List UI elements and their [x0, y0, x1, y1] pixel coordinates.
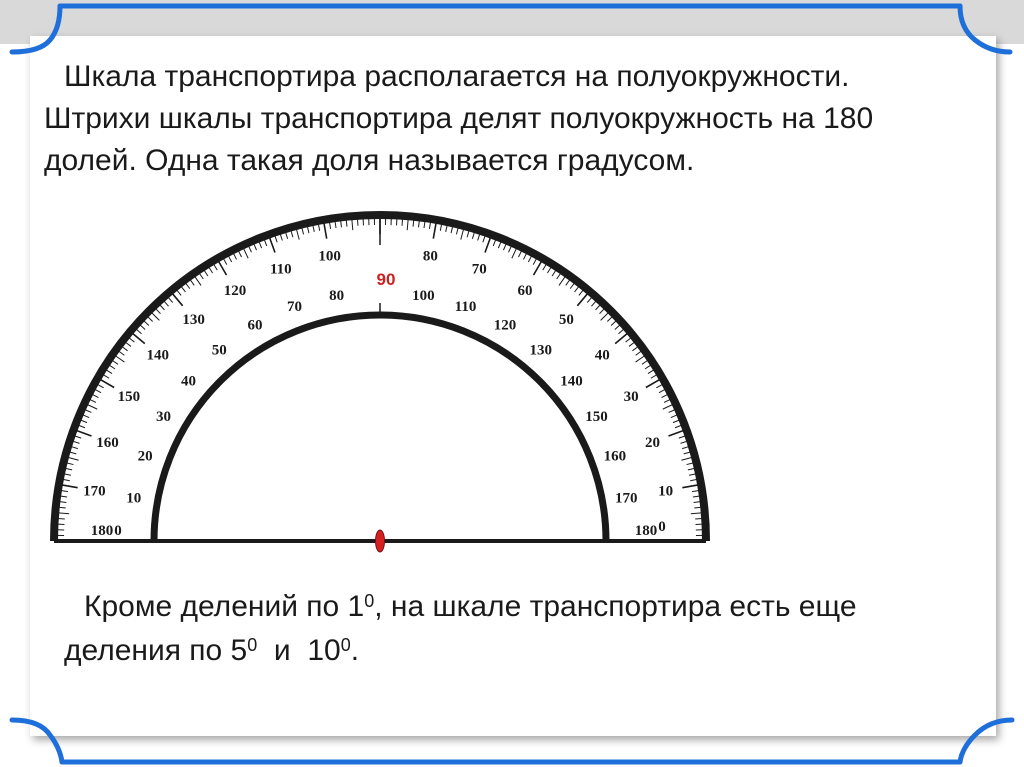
- protractor-tick: [264, 239, 267, 246]
- protractor-tick: [557, 273, 561, 279]
- protractor-tick: [663, 404, 673, 409]
- protractor-tick: [645, 365, 651, 369]
- protractor-tick: [76, 431, 91, 436]
- protractor-tick: [675, 425, 682, 428]
- inner-scale-label: 20: [137, 448, 153, 465]
- protractor-tick: [324, 223, 327, 239]
- protractor-tick: [601, 313, 609, 321]
- protractor-tick: [125, 342, 131, 346]
- divisions-line-1: [64, 585, 994, 629]
- protractor-tick: [543, 264, 547, 270]
- protractor-tick: [83, 415, 89, 418]
- protractor-tick: [177, 290, 181, 295]
- protractor-tick: [618, 329, 623, 334]
- protractor-tick: [575, 286, 579, 292]
- protractor-tick: [199, 273, 203, 279]
- intro-line-3: долей. Одна такая доля называется градусом.: [44, 144, 695, 177]
- protractor-tick: [407, 219, 408, 230]
- protractor-tick: [478, 234, 480, 241]
- outer-scale-label: 160: [96, 434, 119, 451]
- protractor-tick: [195, 276, 201, 285]
- protractor-tick: [243, 248, 248, 258]
- protractor-tick: [259, 242, 262, 248]
- inner-scale-label: 120: [493, 317, 517, 334]
- protractor-tick: [642, 360, 648, 364]
- protractor-tick: [570, 283, 574, 289]
- protractor-tick: [254, 244, 257, 250]
- protractor-tick: [693, 496, 700, 497]
- outer-scale-label: 100: [318, 248, 341, 265]
- protractor-tick: [214, 264, 218, 270]
- protractor-tick: [419, 220, 420, 227]
- protractor-tick: [115, 356, 124, 362]
- outer-scale-label: 140: [146, 347, 170, 364]
- protractor-tick: [682, 485, 698, 488]
- protractor-tick: [186, 283, 190, 289]
- protractor-tick: [144, 321, 149, 326]
- protractor-tick: [181, 286, 185, 292]
- divisions-line-2-a: деления по 5: [64, 634, 248, 667]
- outer-scale-label: 150: [117, 389, 141, 405]
- protractor-tick: [164, 301, 169, 306]
- protractor-tick: [424, 221, 425, 228]
- protractor-tick: [152, 313, 160, 321]
- protractor-tick: [68, 457, 79, 460]
- protractor-tick: [433, 223, 436, 239]
- protractor-tick: [318, 224, 319, 231]
- inner-scale-label: 50: [211, 342, 227, 359]
- protractor-tick: [688, 468, 695, 470]
- protractor-tick: [528, 256, 531, 262]
- protractor-tick: [626, 338, 631, 342]
- protractor-tick: [611, 321, 616, 326]
- protractor-tick: [446, 225, 447, 232]
- protractor-tick: [58, 513, 69, 514]
- protractor-tick: [204, 270, 208, 276]
- protractor-tick: [636, 356, 645, 362]
- divisions-line-2: [64, 629, 994, 673]
- inner-scale-label: 140: [560, 373, 583, 390]
- inner-scale-label: 60: [247, 317, 263, 334]
- protractor-tick: [681, 441, 688, 443]
- protractor-tick: [119, 351, 125, 355]
- outer-scale-label: 70: [471, 261, 487, 278]
- protractor-tick: [587, 297, 592, 302]
- divisions-line-1-text: Кроме делений по 1: [84, 590, 365, 623]
- protractor-tick: [472, 232, 474, 239]
- protractor-tick: [100, 380, 114, 388]
- protractor-tick: [75, 436, 82, 438]
- inner-scale-label: 100: [412, 287, 435, 304]
- protractor-tick: [648, 370, 654, 374]
- inner-scale-label: 170: [614, 490, 638, 507]
- protractor-tick: [160, 305, 165, 310]
- protractor-tick: [148, 317, 153, 322]
- protractor-tick: [632, 347, 638, 351]
- protractor-tick: [607, 317, 612, 322]
- protractor-tick: [223, 259, 226, 265]
- protractor-tick: [691, 513, 702, 514]
- protractor-tick: [65, 468, 72, 470]
- divisions-text: [64, 585, 994, 673]
- center-point-marker: [376, 530, 385, 552]
- protractor-tick: [280, 234, 282, 241]
- protractor-tick: [615, 325, 620, 330]
- protractor-tick: [681, 457, 692, 460]
- inner-scale-label: 80: [329, 287, 345, 304]
- protractor-tick: [671, 415, 677, 418]
- degree-sup-10: 0: [340, 635, 351, 655]
- protractor-tick: [136, 329, 141, 334]
- protractor-tick: [690, 479, 697, 480]
- protractor-tick: [286, 232, 288, 239]
- protractor-tick: [233, 253, 236, 259]
- protractor-tick: [461, 229, 464, 240]
- protractor-tick: [346, 220, 347, 227]
- outer-scale-label: 60: [517, 282, 533, 299]
- protractor-tick: [659, 389, 665, 392]
- protractor-tick: [341, 220, 342, 227]
- protractor-tick: [59, 507, 66, 508]
- protractor-tick: [98, 384, 104, 387]
- protractor-tick: [651, 375, 657, 379]
- protractor-tick: [669, 410, 675, 413]
- protractor-tick: [646, 380, 660, 388]
- protractor-tick: [679, 436, 686, 438]
- protractor-tick: [493, 239, 496, 246]
- protractor-tick: [219, 261, 227, 275]
- protractor-tick: [61, 490, 68, 491]
- protractor-ticks: [57, 218, 703, 541]
- inner-scale-label: 70: [287, 299, 302, 316]
- protractor-tick: [664, 399, 670, 402]
- outer-scale-label: 50: [558, 311, 574, 328]
- inner-scale-label: 0: [114, 523, 122, 539]
- protractor-tick: [429, 222, 430, 229]
- protractor-tick: [85, 410, 91, 413]
- protractor-tick: [270, 237, 275, 252]
- protractor-tick: [483, 236, 485, 243]
- intro-line-1: Шкала транспортира располагается на полуокружности.: [64, 60, 850, 93]
- inner-scale-label: 40: [181, 373, 196, 390]
- protractor-tick: [509, 246, 512, 252]
- protractor-tick: [275, 236, 277, 243]
- protractor-tick: [668, 431, 683, 436]
- inner-scale-label: 10: [126, 490, 142, 507]
- outer-scale-label: 80: [422, 248, 438, 265]
- protractor-tick: [352, 219, 353, 230]
- protractor-tick: [684, 452, 691, 454]
- protractor-tick: [694, 507, 701, 508]
- protractor-tick: [533, 259, 536, 265]
- protractor-tick: [694, 502, 701, 503]
- divisions-line-2-b: и 10: [257, 634, 341, 667]
- protractor-tick: [662, 394, 668, 397]
- protractor-tick: [673, 420, 679, 423]
- protractor-tick: [329, 222, 330, 229]
- outer-scale-label: 130: [182, 311, 205, 328]
- protractor-tick: [600, 309, 605, 314]
- protractor-tick: [559, 276, 565, 285]
- outer-scale-label: 30: [623, 389, 639, 405]
- protractor-tick: [307, 226, 309, 233]
- outer-scale-label: 180: [90, 523, 114, 539]
- protractor-tick: [238, 251, 241, 257]
- outer-scale-label: 120: [223, 282, 247, 299]
- inner-scale-label: 30: [156, 409, 171, 425]
- inner-scale-label: 180: [634, 523, 658, 539]
- outer-scale-label: 10: [658, 483, 674, 500]
- protractor-tick: [71, 447, 78, 449]
- protractor-tick: [63, 479, 70, 480]
- protractor-tick: [92, 394, 98, 397]
- degree-sup-1: 0: [364, 591, 375, 611]
- protractor-tick: [129, 338, 134, 342]
- protractor-tick: [190, 280, 194, 286]
- divisions-line-1-rest: , на шкале транспортира есть еще: [374, 590, 857, 623]
- protractor-tick: [629, 342, 635, 346]
- protractor-tick: [95, 389, 101, 392]
- protractor-tick: [467, 231, 469, 238]
- protractor-tick: [112, 360, 118, 364]
- protractor-tick: [440, 224, 441, 231]
- outer-scale-label: 110: [269, 261, 292, 278]
- protractor-tick: [109, 365, 115, 369]
- protractor-tick: [523, 253, 526, 259]
- protractor-tick: [291, 231, 293, 238]
- protractor-tick: [64, 474, 71, 475]
- protractor-outer-arc: [54, 215, 706, 541]
- protractor-tick: [87, 404, 97, 409]
- protractor-tick: [156, 309, 161, 314]
- protractor-tick: [249, 246, 252, 252]
- protractor-tick: [106, 370, 112, 374]
- protractor-tick: [73, 441, 80, 443]
- protractor-tick: [503, 244, 506, 250]
- protractor-tick: [656, 384, 662, 387]
- intro-line-2: Штрихи шкалы транспортира делят полуокружность на 180: [44, 102, 874, 135]
- protractor-tick: [78, 425, 85, 428]
- outer-scale-label: 0: [658, 519, 666, 535]
- degree-sup-5: 0: [247, 635, 258, 655]
- inner-scale-label: 160: [603, 448, 627, 465]
- protractor-tick: [335, 221, 336, 228]
- protractor-tick: [636, 351, 642, 355]
- protractor-tick: [566, 280, 570, 286]
- protractor-tick: [456, 228, 458, 235]
- protractor-tick: [591, 301, 596, 306]
- divisions-line-2-end: .: [350, 634, 360, 667]
- protractor-tick: [689, 474, 696, 475]
- protractor-tick: [687, 463, 694, 465]
- protractor-tick: [81, 420, 87, 423]
- protractor-tick: [451, 226, 453, 233]
- protractor-tick: [519, 251, 522, 257]
- protractor-tick: [547, 267, 551, 273]
- protractor-tick: [296, 229, 299, 240]
- protractor-tick: [498, 242, 501, 248]
- protractor-tick: [682, 447, 689, 449]
- protractor-tick: [103, 375, 109, 379]
- protractor-tick: [596, 305, 601, 310]
- protractor-tick: [140, 325, 145, 330]
- protractor-tick: [60, 496, 67, 497]
- center-90-label: 90: [376, 270, 396, 289]
- protractor-tick: [67, 463, 74, 465]
- protractor-tick: [168, 297, 173, 302]
- protractor-tick: [313, 225, 314, 232]
- protractor-tick: [302, 228, 304, 235]
- protractor-tick: [413, 220, 414, 227]
- inner-scale-label: 130: [529, 342, 552, 359]
- inner-scale-label: 110: [454, 299, 477, 316]
- protractor-tick: [70, 452, 77, 454]
- protractor-tick: [122, 347, 128, 351]
- protractor-tick: [692, 490, 699, 491]
- outer-scale-label: 20: [645, 434, 660, 451]
- protractor-tick: [485, 237, 490, 252]
- protractor-tick: [62, 485, 78, 488]
- outer-scale-label: 170: [83, 483, 106, 500]
- outer-scale-label: 40: [594, 347, 610, 364]
- protractor-tick: [209, 267, 213, 273]
- protractor-tick: [512, 248, 517, 258]
- inner-scale-label: 150: [585, 409, 608, 425]
- protractor-tick: [579, 290, 583, 295]
- protractor-tick: [228, 256, 231, 262]
- protractor-tick: [90, 399, 96, 402]
- protractor-tick: [534, 261, 542, 275]
- protractor-tick: [552, 270, 556, 276]
- protractor-tick: [59, 502, 66, 503]
